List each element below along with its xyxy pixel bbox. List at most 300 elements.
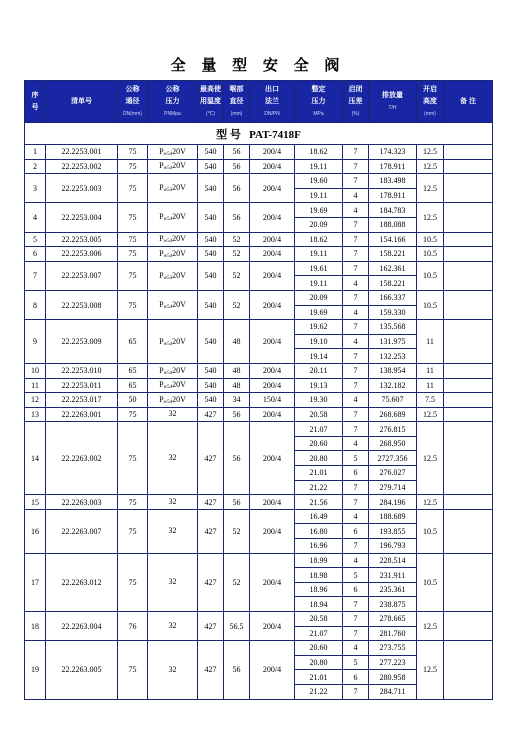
- list-code: 22.2253.005: [46, 232, 118, 247]
- table-row: [25, 553, 493, 568]
- lift-height: 11: [417, 320, 444, 364]
- pn-subscript: w54: [163, 151, 173, 157]
- throat-diameter: 48: [224, 378, 250, 393]
- column-header: [224, 81, 250, 123]
- remarks: [444, 641, 493, 699]
- max-temperature: 427: [198, 495, 224, 510]
- row-number: 17: [25, 553, 46, 611]
- column-header-top: 喉部: [229, 85, 244, 93]
- set-pressure: 19.69: [295, 203, 343, 218]
- table-row: [25, 145, 493, 160]
- column-header-unit: (%): [351, 110, 360, 117]
- nominal-pressure: [148, 145, 198, 160]
- discharge-capacity: 279.714: [369, 480, 417, 495]
- row-number: 6: [25, 247, 46, 262]
- set-pressure: 20.58: [295, 407, 343, 422]
- lift-height: 12.5: [417, 174, 444, 203]
- discharge-capacity: 235.361: [369, 582, 417, 597]
- pn-value: P: [159, 234, 164, 244]
- discharge-capacity: 278.665: [369, 612, 417, 627]
- pn-subscript: w54: [163, 217, 173, 223]
- blowdown: 7: [343, 290, 369, 305]
- pn-value: P: [159, 270, 164, 280]
- table-row: [25, 378, 493, 393]
- throat-diameter: 56: [224, 422, 250, 495]
- outlet-flange: 200/4: [250, 495, 295, 510]
- blowdown: 7: [343, 232, 369, 247]
- row-number: 3: [25, 174, 46, 203]
- row-number: 14: [25, 422, 46, 495]
- lift-height: 11: [417, 363, 444, 378]
- column-header-top: 开启: [423, 85, 437, 93]
- row-number: 9: [25, 320, 46, 364]
- blowdown: 7: [343, 684, 369, 699]
- remarks: [444, 378, 493, 393]
- outlet-flange: 200/4: [250, 641, 295, 699]
- blowdown: 6: [343, 524, 369, 539]
- discharge-capacity: 135.568: [369, 320, 417, 335]
- nominal-diameter: 75: [118, 261, 148, 290]
- blowdown: 7: [343, 378, 369, 393]
- pn-suffix: 20V: [172, 248, 186, 258]
- list-code: 22.2263.005: [46, 641, 118, 699]
- column-header-bottom: 压力: [311, 97, 326, 105]
- max-temperature: 540: [198, 290, 224, 319]
- column-header-bottom: 压差: [348, 97, 363, 105]
- lift-height: 10.5: [417, 553, 444, 611]
- throat-diameter: 48: [224, 363, 250, 378]
- max-temperature: 427: [198, 612, 224, 641]
- remarks: [444, 509, 493, 553]
- column-header-bottom: 高度: [423, 97, 437, 105]
- outlet-flange: 200/4: [250, 232, 295, 247]
- nominal-diameter: 75: [118, 553, 148, 611]
- nominal-diameter: 75: [118, 509, 148, 553]
- remarks: [444, 320, 493, 364]
- list-code: 22.2263.004: [46, 612, 118, 641]
- set-pressure: 20.11: [295, 363, 343, 378]
- column-header: [25, 81, 46, 123]
- nominal-pressure: [148, 290, 198, 319]
- blowdown: 7: [343, 597, 369, 612]
- row-number: 1: [25, 145, 46, 160]
- discharge-capacity: 178.911: [369, 159, 417, 174]
- lift-height: 12.5: [417, 407, 444, 422]
- set-pressure: 20.80: [295, 655, 343, 670]
- discharge-capacity: 276.027: [369, 466, 417, 481]
- lift-height: 10.5: [417, 232, 444, 247]
- remarks: [444, 247, 493, 262]
- discharge-capacity: 228.514: [369, 553, 417, 568]
- table-row: [25, 393, 493, 408]
- column-header-top: 启闭: [348, 85, 363, 93]
- nominal-pressure: [148, 159, 198, 174]
- nominal-pressure: [148, 320, 198, 364]
- lift-height: 11: [417, 378, 444, 393]
- pn-subscript: w54: [163, 341, 173, 347]
- row-number: 16: [25, 509, 46, 553]
- discharge-capacity: 2727.356: [369, 451, 417, 466]
- outlet-flange: 200/4: [250, 422, 295, 495]
- nominal-diameter: 65: [118, 320, 148, 364]
- column-header-unit: PNMpa: [164, 110, 181, 117]
- set-pressure: 19.11: [295, 159, 343, 174]
- blowdown: 7: [343, 407, 369, 422]
- throat-diameter: 56: [224, 641, 250, 699]
- blowdown: 6: [343, 582, 369, 597]
- pn-suffix: 20V: [172, 336, 186, 346]
- pn-value: P: [159, 183, 164, 193]
- pn-suffix: 20V: [172, 212, 186, 222]
- blowdown: 5: [343, 568, 369, 583]
- throat-diameter: 56: [224, 495, 250, 510]
- column-header-top: 出口: [265, 85, 279, 93]
- discharge-capacity: 277.223: [369, 655, 417, 670]
- set-pressure: 19.11: [295, 276, 343, 291]
- list-code: 22.2253.001: [46, 145, 118, 160]
- nominal-pressure: [148, 247, 198, 262]
- blowdown: 5: [343, 451, 369, 466]
- pn-value: P: [159, 300, 164, 310]
- throat-diameter: 52: [224, 261, 250, 290]
- outlet-flange: 200/4: [250, 407, 295, 422]
- column-header: [46, 81, 118, 123]
- column-header-bottom: 通径: [125, 97, 140, 105]
- column-header-top: 最高使: [200, 85, 221, 93]
- outlet-flange: 200/4: [250, 203, 295, 232]
- pn-value: P: [159, 248, 164, 258]
- set-pressure: 18.99: [295, 553, 343, 568]
- discharge-capacity: 132.253: [369, 349, 417, 364]
- row-number: 12: [25, 393, 46, 408]
- nominal-pressure: [148, 509, 198, 553]
- set-pressure: 20.09: [295, 217, 343, 232]
- max-temperature: 540: [198, 320, 224, 364]
- pn-subscript: w54: [163, 370, 173, 376]
- set-pressure: 20.09: [295, 290, 343, 305]
- pn-suffix: 20V: [172, 161, 186, 171]
- pn-value: P: [159, 380, 164, 390]
- blowdown: 7: [343, 217, 369, 232]
- set-pressure: 21.07: [295, 626, 343, 641]
- set-pressure: 20.80: [295, 451, 343, 466]
- pn-value: 32: [168, 526, 177, 536]
- discharge-capacity: 183.498: [369, 174, 417, 189]
- row-number: 2: [25, 159, 46, 174]
- lift-height: 10.5: [417, 509, 444, 553]
- row-number: 7: [25, 261, 46, 290]
- lift-height: 7.5: [417, 393, 444, 408]
- nominal-pressure: [148, 232, 198, 247]
- column-header-bottom: 法兰: [265, 97, 279, 105]
- blowdown: 7: [343, 320, 369, 335]
- blowdown: 4: [343, 553, 369, 568]
- column-header-bottom: 直径: [229, 97, 244, 105]
- nominal-pressure: [148, 407, 198, 422]
- nominal-diameter: 75: [118, 203, 148, 232]
- nominal-diameter: 75: [118, 145, 148, 160]
- discharge-capacity: 284.711: [369, 684, 417, 699]
- blowdown: 4: [343, 305, 369, 320]
- set-pressure: 21.01: [295, 466, 343, 481]
- row-number: 19: [25, 641, 46, 699]
- list-code: 22.2253.011: [46, 378, 118, 393]
- max-temperature: 540: [198, 145, 224, 160]
- blowdown: 7: [343, 612, 369, 627]
- outlet-flange: 200/4: [250, 320, 295, 364]
- throat-diameter: 56: [224, 159, 250, 174]
- throat-diameter: 34: [224, 393, 250, 408]
- pn-subscript: w54: [163, 399, 173, 405]
- table-header-row: [25, 81, 493, 123]
- column-header-bottom: 用温度: [200, 97, 221, 105]
- table-row: [25, 641, 493, 656]
- column-header-bottom: 压力: [165, 97, 180, 105]
- nominal-diameter: 75: [118, 407, 148, 422]
- table-row: [25, 509, 493, 524]
- pn-suffix: 20V: [172, 234, 186, 244]
- max-temperature: 427: [198, 509, 224, 553]
- discharge-capacity: 178.911: [369, 188, 417, 203]
- remarks: [444, 422, 493, 495]
- blowdown: 4: [343, 188, 369, 203]
- discharge-capacity: 268.950: [369, 436, 417, 451]
- throat-diameter: 48: [224, 320, 250, 364]
- column-header-top: 备 注: [460, 97, 476, 105]
- blowdown: 4: [343, 509, 369, 524]
- set-pressure: 20.60: [295, 641, 343, 656]
- discharge-capacity: 158.221: [369, 276, 417, 291]
- discharge-capacity: 162.361: [369, 261, 417, 276]
- throat-diameter: 56: [224, 145, 250, 160]
- column-header: [444, 81, 493, 123]
- max-temperature: 427: [198, 553, 224, 611]
- list-code: 22.2253.007: [46, 261, 118, 290]
- set-pressure: 21.22: [295, 480, 343, 495]
- lift-height: 10.5: [417, 290, 444, 319]
- nominal-diameter: 75: [118, 495, 148, 510]
- remarks: [444, 159, 493, 174]
- row-number: 5: [25, 232, 46, 247]
- set-pressure: 19.60: [295, 174, 343, 189]
- set-pressure: 16.96: [295, 539, 343, 554]
- discharge-capacity: 284.196: [369, 495, 417, 510]
- nominal-pressure: [148, 495, 198, 510]
- blowdown: 4: [343, 276, 369, 291]
- column-header-unit: DN/PN: [264, 110, 280, 117]
- lift-height: 12.5: [417, 495, 444, 510]
- set-pressure: 19.30: [295, 393, 343, 408]
- pn-value: P: [159, 212, 164, 222]
- remarks: [444, 261, 493, 290]
- list-code: 22.2253.017: [46, 393, 118, 408]
- set-pressure: 19.61: [295, 261, 343, 276]
- list-code: 22.2253.004: [46, 203, 118, 232]
- pn-suffix: 20V: [172, 300, 186, 310]
- list-code: 22.2263.007: [46, 509, 118, 553]
- blowdown: 7: [343, 626, 369, 641]
- column-header-top: 公称: [165, 85, 180, 93]
- nominal-pressure: [148, 422, 198, 495]
- row-number: 10: [25, 363, 46, 378]
- blowdown: 4: [343, 393, 369, 408]
- pn-value: 32: [168, 577, 177, 587]
- lift-height: 12.5: [417, 641, 444, 699]
- remarks: [444, 174, 493, 203]
- nominal-pressure: [148, 612, 198, 641]
- blowdown: 4: [343, 334, 369, 349]
- nominal-pressure: [148, 261, 198, 290]
- set-pressure: 21.07: [295, 422, 343, 437]
- discharge-capacity: 132.182: [369, 378, 417, 393]
- pn-suffix: 20V: [172, 183, 186, 193]
- blowdown: 6: [343, 670, 369, 685]
- pn-subscript: w54: [163, 253, 173, 259]
- outlet-flange: 150/4: [250, 393, 295, 408]
- model-cell: [25, 123, 493, 145]
- discharge-capacity: 238.875: [369, 597, 417, 612]
- column-header-top: 清单号: [71, 97, 92, 105]
- row-number: 8: [25, 290, 46, 319]
- column-header-top: 整定: [311, 85, 326, 93]
- list-code: 22.2253.008: [46, 290, 118, 319]
- blowdown: 7: [343, 145, 369, 160]
- table-row: [25, 232, 493, 247]
- spec-table: [24, 80, 493, 700]
- lift-height: 10.5: [417, 247, 444, 262]
- set-pressure: 16.49: [295, 509, 343, 524]
- set-pressure: 19.11: [295, 247, 343, 262]
- column-header: [118, 81, 148, 123]
- nominal-diameter: 50: [118, 393, 148, 408]
- set-pressure: 18.62: [295, 232, 343, 247]
- set-pressure: 21.01: [295, 670, 343, 685]
- set-pressure: 18.96: [295, 582, 343, 597]
- list-code: 22.2253.002: [46, 159, 118, 174]
- column-header: [343, 81, 369, 123]
- blowdown: 7: [343, 159, 369, 174]
- max-temperature: 427: [198, 641, 224, 699]
- nominal-diameter: 75: [118, 422, 148, 495]
- max-temperature: 540: [198, 393, 224, 408]
- discharge-capacity: 231.911: [369, 568, 417, 583]
- discharge-capacity: 75.607: [369, 393, 417, 408]
- blowdown: 7: [343, 480, 369, 495]
- discharge-capacity: 268.689: [369, 407, 417, 422]
- remarks: [444, 553, 493, 611]
- nominal-diameter: 75: [118, 290, 148, 319]
- remarks: [444, 612, 493, 641]
- throat-diameter: 52: [224, 509, 250, 553]
- column-header: [295, 81, 343, 123]
- pn-value: 32: [168, 497, 177, 507]
- model-value: PAT-7418F: [249, 128, 301, 141]
- lift-height: 10.5: [417, 261, 444, 290]
- lift-height: 12.5: [417, 159, 444, 174]
- discharge-capacity: 276.815: [369, 422, 417, 437]
- column-header: [369, 81, 417, 123]
- outlet-flange: 200/4: [250, 509, 295, 553]
- throat-diameter: 52: [224, 247, 250, 262]
- max-temperature: 540: [198, 247, 224, 262]
- table-row: [25, 495, 493, 510]
- blowdown: 4: [343, 203, 369, 218]
- pn-suffix: 20V: [172, 380, 186, 390]
- remarks: [444, 145, 493, 160]
- pn-suffix: 20V: [172, 146, 186, 156]
- outlet-flange: 200/4: [250, 145, 295, 160]
- page-title: 全 量 型 安 全 阀: [170, 58, 346, 74]
- row-number: 4: [25, 203, 46, 232]
- pn-value: 32: [168, 453, 177, 463]
- set-pressure: 21.22: [295, 684, 343, 699]
- list-code: 22.2253.003: [46, 174, 118, 203]
- table-row: [25, 422, 493, 437]
- discharge-capacity: 138.954: [369, 363, 417, 378]
- set-pressure: 18.94: [295, 597, 343, 612]
- lift-height: 12.5: [417, 612, 444, 641]
- lift-height: 12.5: [417, 422, 444, 495]
- set-pressure: 19.11: [295, 188, 343, 203]
- discharge-capacity: 273.755: [369, 641, 417, 656]
- discharge-capacity: 196.793: [369, 539, 417, 554]
- nominal-diameter: 75: [118, 641, 148, 699]
- column-header-top: 排放量: [382, 91, 403, 99]
- discharge-capacity: 174.323: [369, 145, 417, 160]
- column-header: [148, 81, 198, 123]
- nominal-diameter: 75: [118, 232, 148, 247]
- column-header: [198, 81, 224, 123]
- set-pressure: 20.60: [295, 436, 343, 451]
- outlet-flange: 200/4: [250, 553, 295, 611]
- nominal-pressure: [148, 393, 198, 408]
- pn-suffix: 20V: [172, 394, 186, 404]
- list-code: 22.2253.009: [46, 320, 118, 364]
- pn-suffix: 20V: [172, 365, 186, 375]
- discharge-capacity: 280.958: [369, 670, 417, 685]
- column-header-bottom: 号: [31, 103, 39, 111]
- max-temperature: 427: [198, 422, 224, 495]
- table-row: [25, 320, 493, 335]
- list-code: 22.2253.006: [46, 247, 118, 262]
- discharge-capacity: 158.221: [369, 247, 417, 262]
- nominal-pressure: [148, 203, 198, 232]
- pn-value: 32: [168, 664, 177, 674]
- nominal-pressure: [148, 174, 198, 203]
- throat-diameter: 52: [224, 232, 250, 247]
- pn-value: 32: [168, 621, 177, 631]
- outlet-flange: 200/4: [250, 159, 295, 174]
- remarks: [444, 495, 493, 510]
- pn-value: P: [159, 146, 164, 156]
- nominal-diameter: 75: [118, 247, 148, 262]
- remarks: [444, 407, 493, 422]
- nominal-diameter: 75: [118, 174, 148, 203]
- pn-subscript: w54: [163, 188, 173, 194]
- set-pressure: 16.80: [295, 524, 343, 539]
- blowdown: 7: [343, 539, 369, 554]
- set-pressure: 21.56: [295, 495, 343, 510]
- outlet-flange: 200/4: [250, 378, 295, 393]
- column-header-unit: DN(mm): [123, 110, 142, 117]
- list-code: 22.2263.002: [46, 422, 118, 495]
- discharge-capacity: 159.330: [369, 305, 417, 320]
- set-pressure: 19.13: [295, 378, 343, 393]
- set-pressure: 20.58: [295, 612, 343, 627]
- list-code: 22.2263.001: [46, 407, 118, 422]
- column-header-unit: (℃): [206, 110, 215, 117]
- blowdown: 4: [343, 436, 369, 451]
